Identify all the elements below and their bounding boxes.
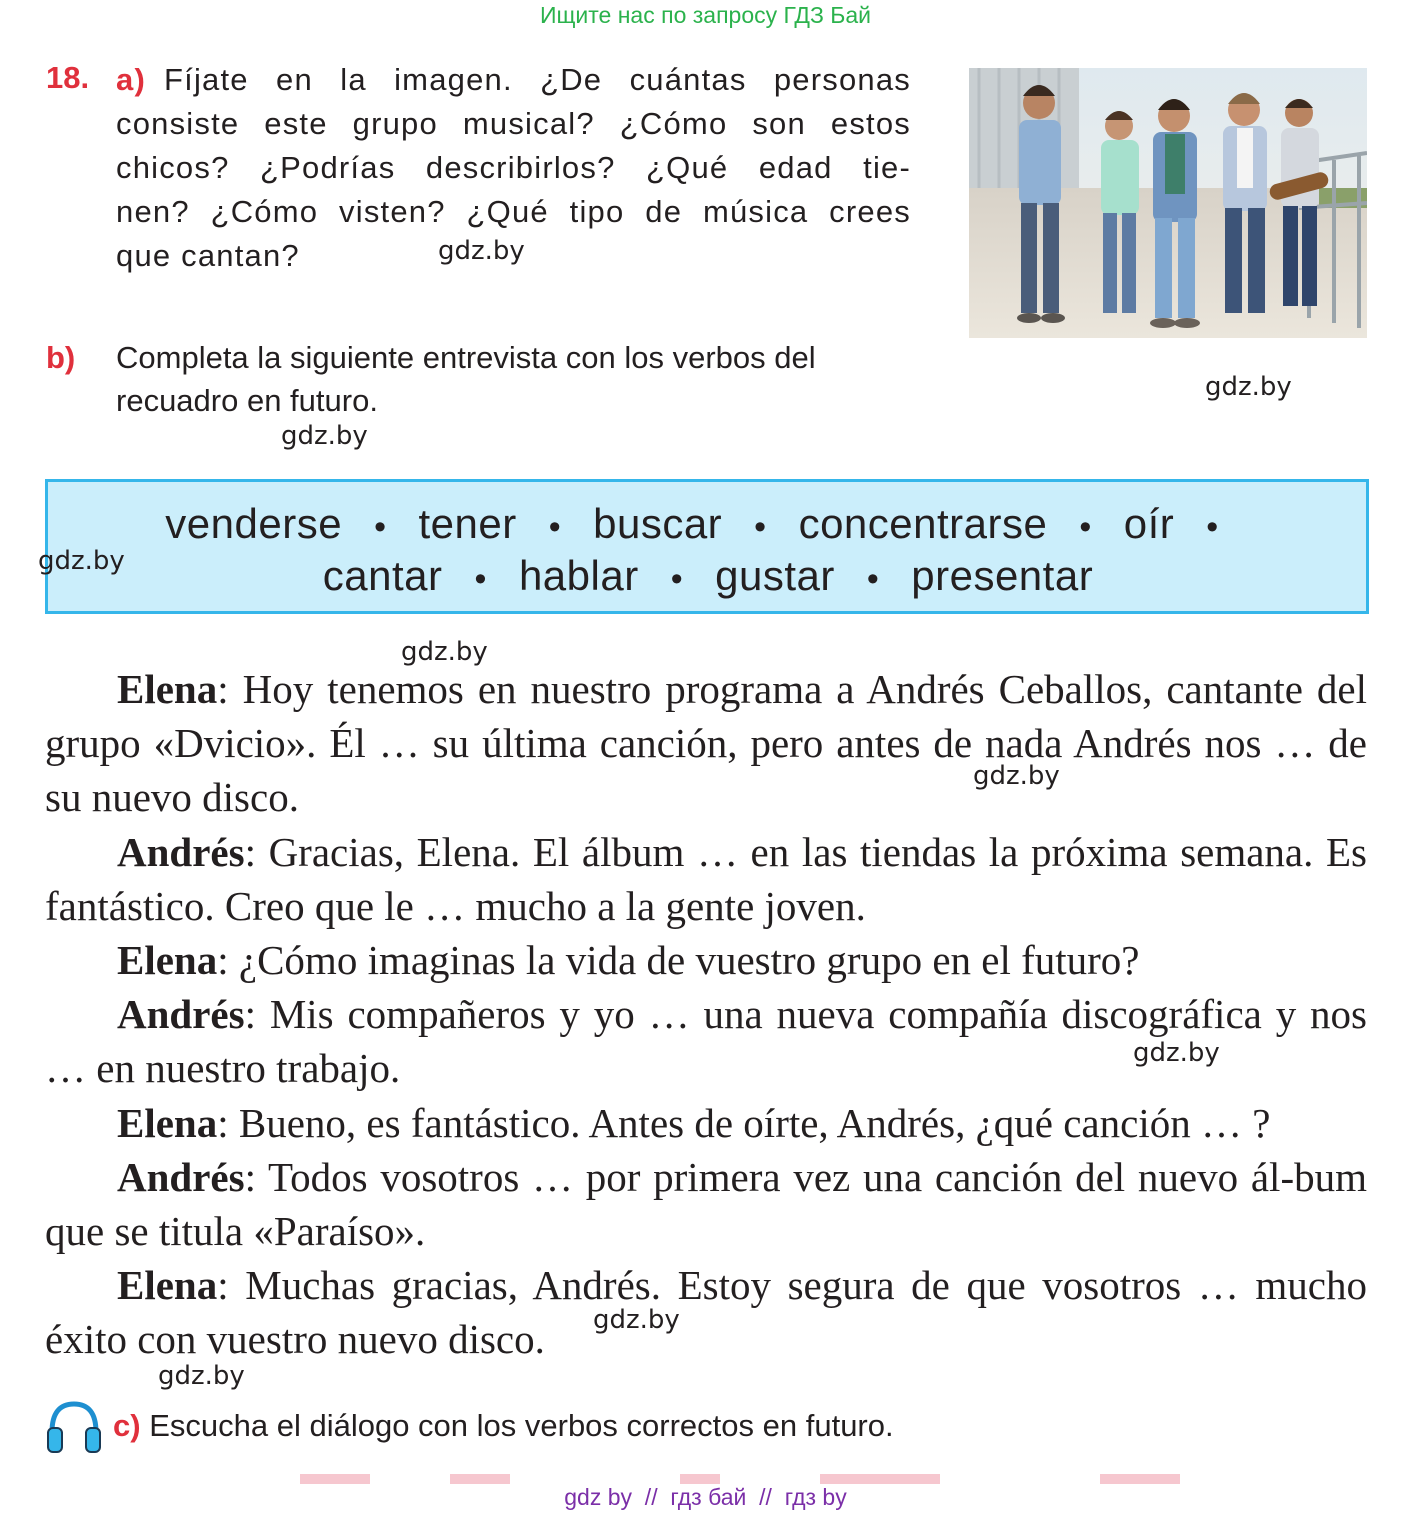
dialog-line [45, 1258, 1367, 1366]
watermark: gdz.by [401, 637, 488, 667]
watermark: gdz.by [1205, 372, 1292, 402]
bullet: • [548, 508, 562, 546]
speaker-name: Andrés [117, 1153, 245, 1200]
task-c-label: c) [113, 1408, 141, 1443]
line-text: : Todos vosotros … por primera vez una canción del nuevo ál-bum que se titula «Paraíso». [45, 1153, 1367, 1255]
watermark: gdz.by [1133, 1038, 1220, 1068]
speaker-name: Elena [117, 1262, 218, 1309]
bullet: • [1079, 508, 1092, 546]
task-b-label: b) [46, 340, 76, 375]
dialog-text [45, 662, 1367, 1367]
line-text: : Hoy tenemos en nuestro programa a Andrés Ceballos, cantante del grupo «Dvicio». Él … su última canción, pero antes de nada Andrés nos … de su nuevo disco. [45, 666, 1367, 821]
line-text: : Bueno, es fantástico. Antes de oírte, Andrés, ¿qué canción … ? [217, 1099, 1271, 1146]
line-text: : Gracias, Elena. El álbum … en las tiendas la próxima semana. Es fantástico. Creo que le … mucho a la gente joven. [45, 828, 1367, 929]
word: cantar [322, 552, 443, 599]
bullet: • [866, 560, 880, 598]
speaker-name: Andrés [117, 991, 245, 1038]
word-row-2 [48, 552, 1368, 600]
watermark: gdz.by [38, 546, 125, 576]
footer-links[interactable]: gdz by // гдз бай // гдз by [564, 1484, 847, 1510]
band-photo [969, 68, 1367, 338]
dialog-line [45, 1096, 1367, 1150]
dialog-line [45, 933, 1367, 987]
line-text: : Mis compañeros y yo … una nueva compañía discográfica y nos … en nuestro trabajo. [45, 991, 1367, 1092]
word: buscar [593, 500, 723, 547]
task-b-line: recuadro en futuro. [116, 383, 378, 418]
word: oír [1123, 500, 1175, 547]
speaker-name: Elena [117, 666, 218, 712]
bullet: • [374, 508, 387, 546]
dialog-line [45, 825, 1367, 933]
line-text: : ¿Cómo imaginas la vida de vuestro grupo en el futuro? [217, 937, 1140, 984]
watermark: gdz.by [438, 236, 525, 266]
word: venderse [165, 500, 343, 547]
task-a-line: que cantan? [116, 238, 300, 273]
task-c [113, 1408, 894, 1444]
bullet: • [670, 560, 684, 598]
word: presentar [911, 552, 1094, 599]
band-photo-illustration [969, 68, 1367, 338]
bullet: • [474, 560, 487, 598]
watermark: gdz.by [593, 1305, 680, 1335]
task-a-line: nen? ¿Cómo visten? ¿Qué tipo de música crees [116, 194, 911, 229]
task-a-line: consiste este grupo musical? ¿Cómo son estos [116, 106, 911, 141]
word: gustar [715, 552, 835, 599]
top-banner[interactable]: Ищите нас по запросу ГДЗ Бай [539, 2, 872, 28]
word: concentrarse [798, 500, 1048, 547]
task-b-line: Completa la siguiente entrevista con los verbos del [116, 340, 816, 375]
task-a-line: chicos? ¿Podrías describirlos? ¿Qué edad tie- [116, 150, 911, 185]
task-a-line: Fíjate en la imagen. ¿De cuántas personas [164, 62, 911, 97]
watermark: gdz.by [973, 761, 1060, 791]
dialog-line [45, 662, 1367, 825]
word-row-1 [48, 500, 1368, 548]
task-a-label: a) [116, 62, 146, 97]
exercise-number: 18. [46, 60, 90, 95]
word-box [45, 479, 1369, 614]
line-text: : Muchas gracias, Andrés. Estoy segura de que vosotros … mucho éxito con vuestro nuevo disco. [45, 1262, 1367, 1363]
faded-banner-remnant [300, 1470, 1180, 1484]
watermark: gdz.by [281, 421, 368, 451]
headphones-icon[interactable] [44, 1398, 104, 1454]
word: hablar [518, 552, 639, 599]
bullet: • [1206, 508, 1219, 546]
task-b [46, 336, 916, 422]
bullet: • [754, 508, 767, 546]
task-c-text: Escucha el diálogo con los verbos correctos en futuro. [149, 1408, 894, 1443]
watermark: gdz.by [158, 1361, 245, 1391]
word: tener [418, 500, 517, 547]
speaker-name: Elena [117, 937, 218, 984]
speaker-name: Andrés [117, 828, 245, 875]
speaker-name: Elena [117, 1099, 218, 1146]
dialog-line [45, 1150, 1367, 1258]
